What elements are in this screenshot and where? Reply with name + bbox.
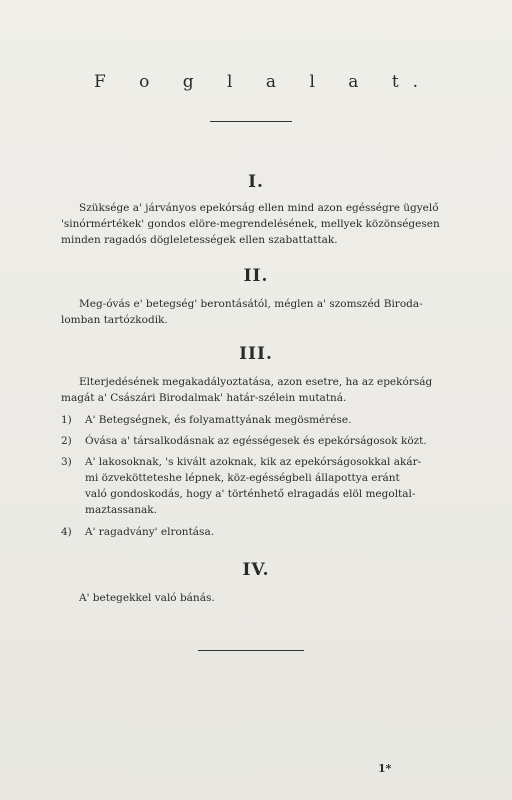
list-item-number: 3) [61,456,72,468]
list-item-number: 2) [61,435,72,447]
list-item-continuation: maztassanak. [85,504,157,516]
section-1-line-3: minden ragadós dögleletességek ellen szabattattak. [61,234,338,246]
section-4-line-1: A' betegekkel való bánás. [79,592,215,604]
list-item-number: 1) [61,414,72,426]
section-3-line-2: magát a' Császári Birodalmak' határ-szélein mutatná. [61,392,347,404]
list-item [61,524,479,540]
section-heading-4: IV. [242,560,270,580]
list-item-continuation: való gondoskodás, hogy a' történhető elragadás elöl megoltal- [85,488,416,500]
closing-divider [198,650,304,651]
section-heading-1: I. [248,172,264,192]
section-1-line-1: Szüksége a' járványos epekórság ellen mind azon egésségre ügyelő [79,202,439,214]
list-item [61,433,479,449]
list-item-continuation: mi özvekötteteshe lépnek, köz-egésségbeli állapottya eránt [85,472,400,484]
list-item [61,412,479,428]
list-item-text: A' lakosoknak, 's kivált azoknak, kik az epekórságosokkal akár- [85,456,422,468]
section-1-line-2: 'sinórmértékek' gondos elöre-megrendelésének, mellyek közönségesen [61,218,440,230]
list-item [61,454,479,470]
document-title: F o g l a l a t. [93,72,433,92]
page-number: 1* [378,762,392,775]
list-item-text: A' Betegségnek, és folyamattyának megösmérése. [85,414,352,426]
section-3-line-1: Elterjedésének megakadályoztatása, azon esetre, ha az epekórság [79,376,433,388]
section-2-line-1: Meg-óvás e' betegség' berontásától, méglen a' szomszéd Biroda- [79,298,423,310]
section-2-line-2: lomban tartózkodik. [61,314,168,326]
list-item-text: A' ragadvány' elrontása. [85,526,215,538]
title-divider [210,121,292,122]
list-item-number: 4) [61,526,72,538]
list-item-text: Óvása a' társalkodásnak az egésségesek és epekórságosok közt. [85,435,427,447]
section-heading-2: II. [243,266,269,286]
section-heading-3: III. [239,344,273,364]
